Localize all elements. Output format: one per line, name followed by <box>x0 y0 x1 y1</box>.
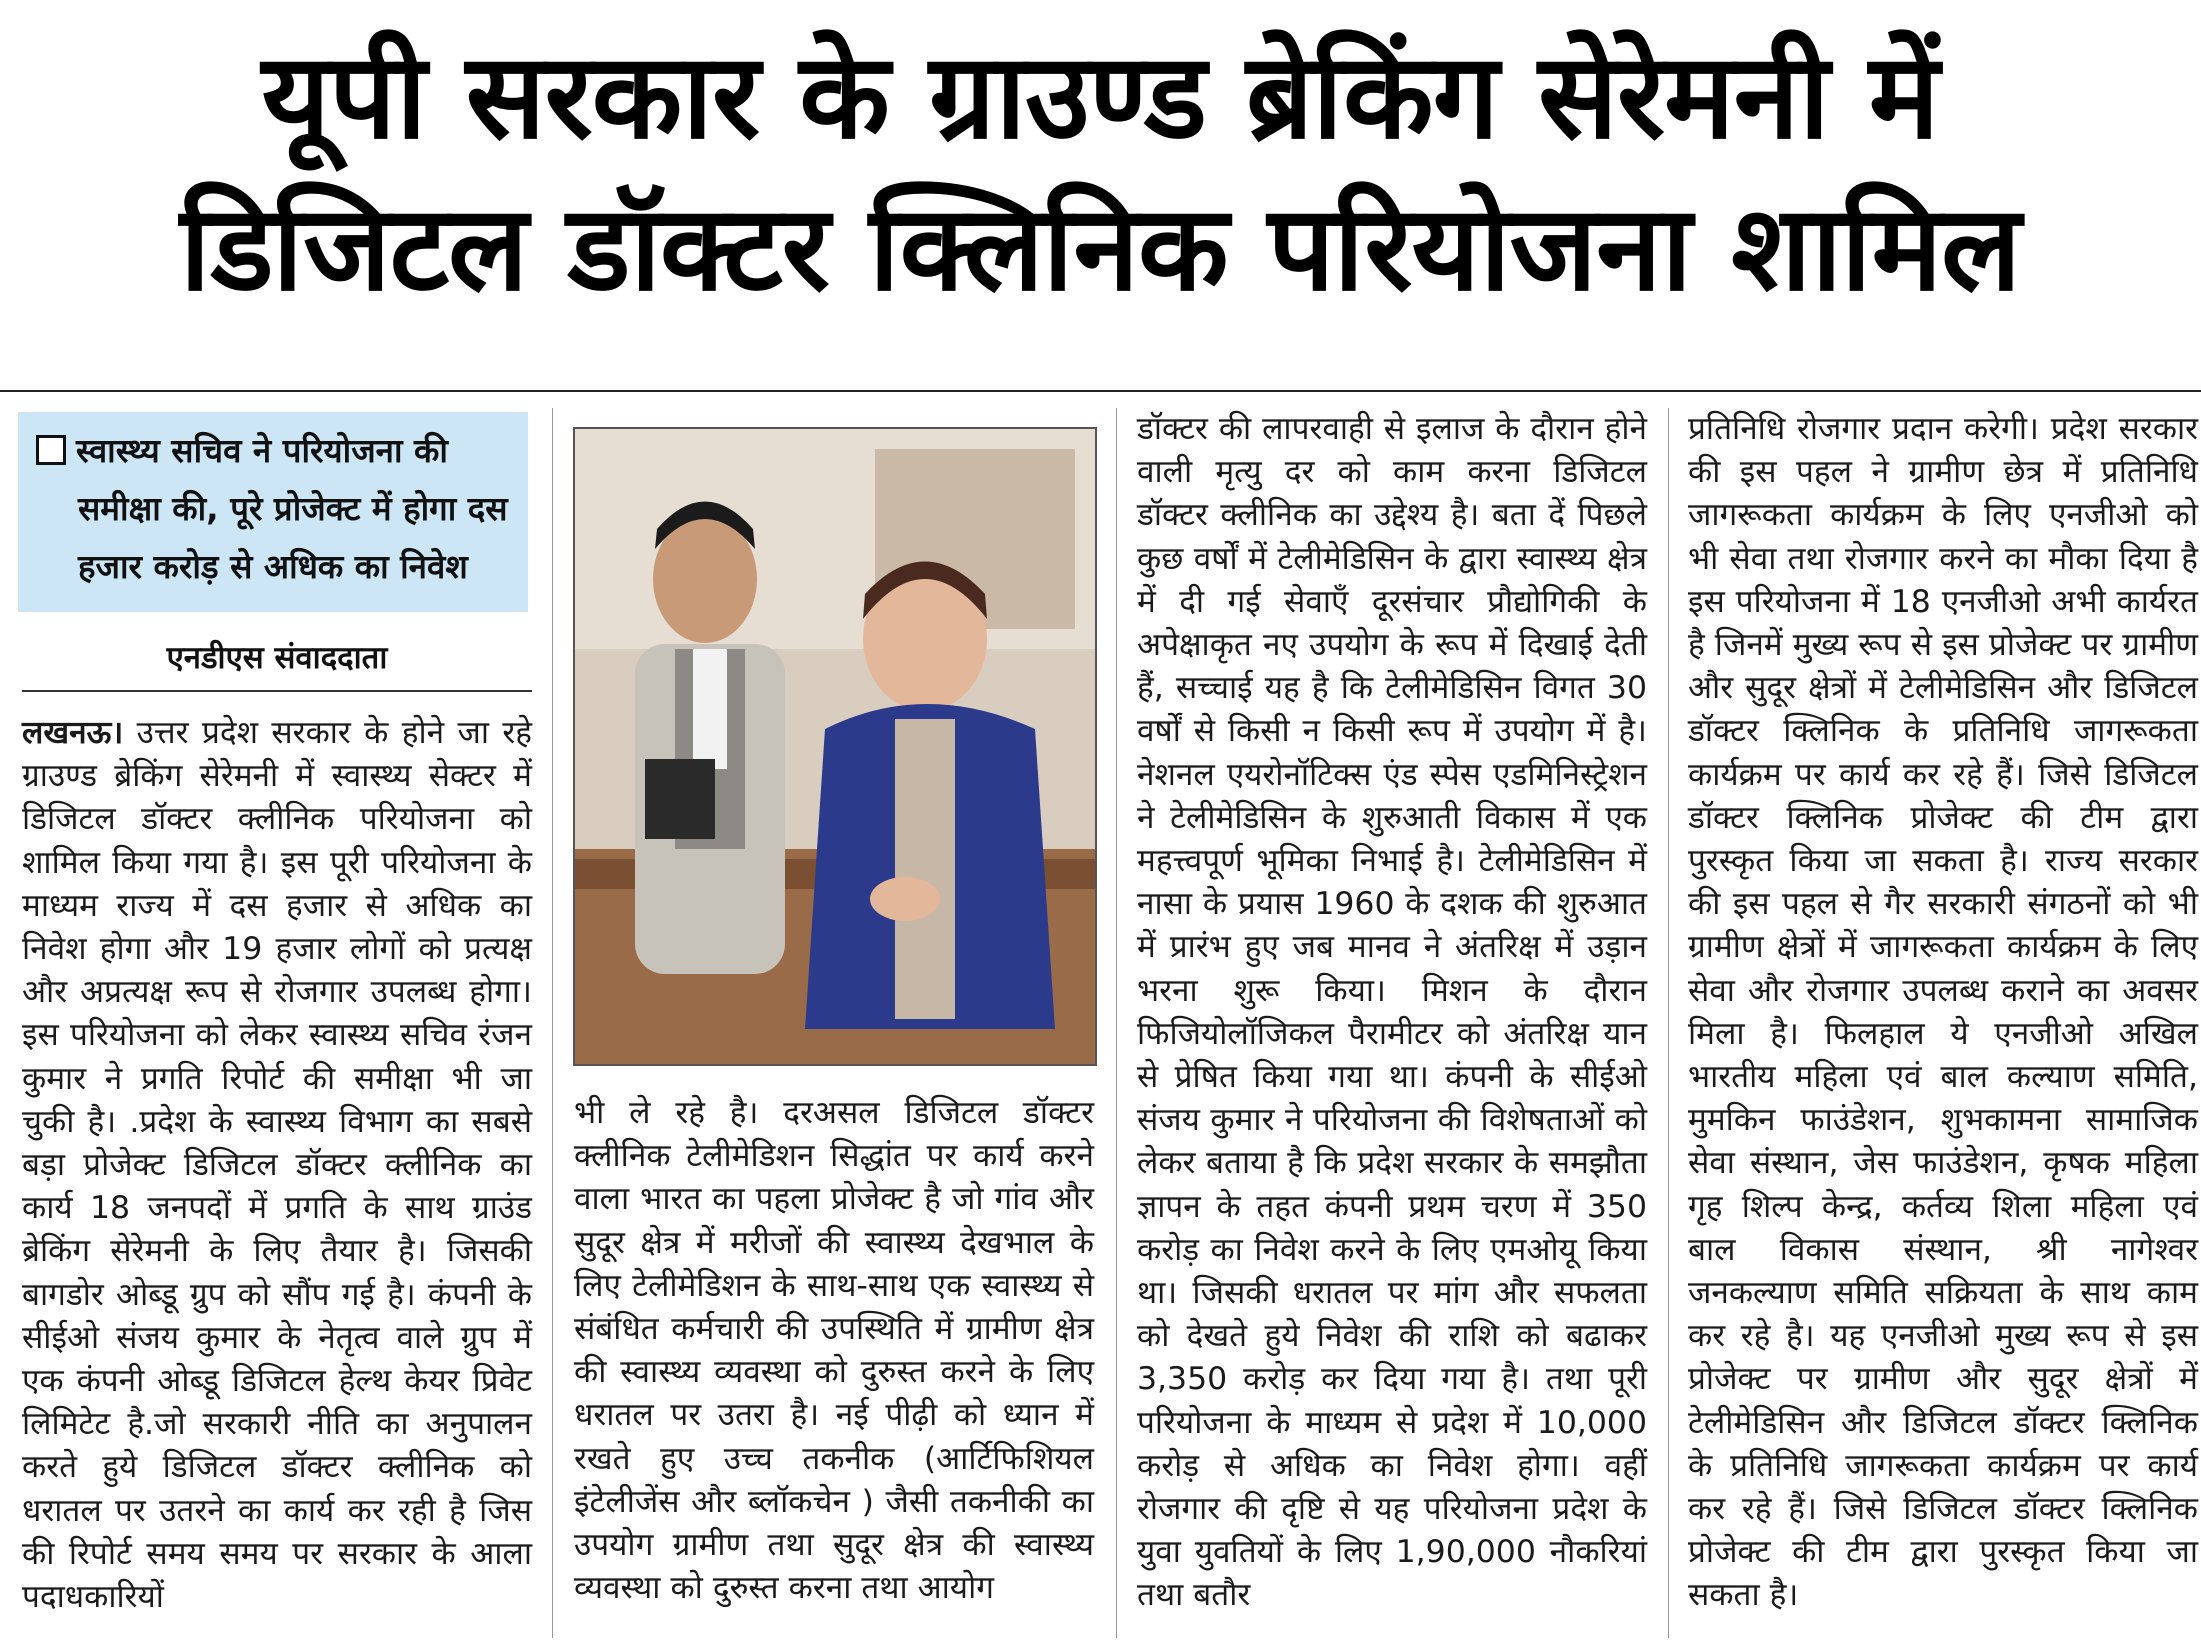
article-column-1-text: उत्तर प्रदेश सरकार के होने जा रहे ग्राउण्ड ब्रेकिंग सेरेमनी में स्वास्थ्य सेक्टर में डिजिटल डॉक्टर क्लीनिक परियोजना को शामिल किया गया है। इस पूरी परियोजना के माध्यम राज्य में दस हजार से अधिक का निवेश होगा और 19 हजार लोगों को प्रत्यक्ष और अप्रत्यक्ष रूप से रोजगार उपलब्ध होगा। इस परियोजना को लेकर स्वास्थ्य सचिव रंजन कुमार ने प्रगति रिपोर्ट की समीक्षा भी जा चुकी है। .प्रदेश के स्वास्थ्य विभाग का सबसे बड़ा प्रोजेक्ट डिजिटल डॉक्टर क्लीनिक का कार्य 18 जनपदों में प्रगति के साथ ग्राउंड ब्रेकिंग सेरेमनी के लिए तैयार है। जिसकी बागडोर ओब्डू ग्रुप को सौंप गई है। कंपनी के सीईओ संजय कुमार के नेतृत्व वाले ग्रुप में एक कंपनी ओब्डू डिजिटल हेल्थ केयर प्रिवेट लिमिटेट है.जो सरकारी नीति का अनुपालन करते हुये डिजिटल डॉक्टर क्लीनिक को धरातल पर उतरने का कार्य कर रही है जिस की रिपोर्ट समय समय पर सरकार के आला पदाधकारियों <box>22 715 532 1616</box>
article-column-3 <box>1137 408 1647 1618</box>
checkbox-bullet-icon <box>36 435 66 465</box>
article-photo <box>573 427 1097 1066</box>
column-separator <box>552 408 553 1638</box>
article-column-3-text: डॉक्टर की लापरवाही से इलाज के दौरान होने वाली मृत्यु दर को काम करना डिजिटल डॉक्टर क्लीनिक का उद्देश्य है। बता दें पिछले कुछ वर्षों में टेलीमेडिसिन के द्वारा स्वास्थ्य क्षेत्र में दी गई सेवाएँ दूरसंचार प्रौद्योगिकी के अपेक्षाकृत नए उपयोग के रूप में दिखाई देती हैं, सच्चाई यह है कि टेलीमेडिसिन विगत 30 वर्षों से किसी न किसी रूप में उपयोग में है। नेशनल एयरोनॉटिक्स एंड स्पेस एडमिनिस्ट्रेशन ने टेलीमेडिसिन के शुरुआती विकास में एक महत्त्वपूर्ण भूमिका निभाई है। टेलीमेडिसिन में नासा के प्रयास 1960 के दशक की शुरुआत में प्रारंभ हुए जब मानव ने अंतरिक्ष में उड़ान भरना शुरू किया। मिशन के दौरान फिजियोलॉजिकल पैरामीटर को अंतरिक्ष यान से प्रेषित किया गया था। कंपनी के सीईओ संजय कुमार ने परियोजना की विशेषताओं को लेकर बताया है कि प्रदेश सरकार के समझौता ज्ञापन के तहत कंपनी प्रथम चरण में 350 करोड़ का निवेश करने के लिए एमओयू किया था। जिसकी धरातल पर मांग और सफलता को देखते हुये निवेश की राशि को बढाकर 3,350 करोड़ कर दिया गया है। तथा पूरी परियोजना के माध्यम से प्रदेश में 10,000 करोड़ से अधिक का निवेश होगा। वहीं रोजगार की दृष्टि से यह परियोजना प्रदेश के युवा युवतियों के लिए 1,90,000 नौकरियां तथा बतौर <box>1137 411 1647 1614</box>
article-column-1 <box>22 712 532 1619</box>
headline <box>10 20 2190 324</box>
column-separator <box>1668 408 1669 1638</box>
article-column-2 <box>574 1092 1094 1610</box>
summary-line-3: हजार करोड़ से अधिक का निवेश <box>78 547 468 586</box>
headline-line-2: डिजिटल डॉक्टर क्लिनिक परियोजना शामिल <box>179 179 2021 317</box>
summary-line-2: समीक्षा की, पूरे प्रोजेक्ट में होगा दस <box>78 489 508 528</box>
headline-line-1: यूपी सरकार के ग्राउण्ड ब्रेकिंग सेरेमनी में <box>261 27 1939 165</box>
article-column-2-text: भी ले रहे है। दरअसल डिजिटल डॉक्टर क्लीनिक टेलीमेडिशन सिद्धांत पर कार्य करने वाला भारत का पहला प्रोजेक्ट है जो गांव और सुदूर क्षेत्र में मरीजों की स्वास्थ्य देखभाल के लिए टेलीमेडिशन के साथ-साथ एक स्वास्थ्य से संबंधित कर्मचारी की उपस्थिति में ग्रामीण क्षेत्र की स्वास्थ्य व्यवस्था को दुरुस्त करने के लिए धरातल पर उतरा है। नई पीढ़ी को ध्यान में रखते हुए उच्च तकनीक (आर्टिफिशियल इंटेलीजेंस और ब्लॉकचेन ) जैसी तकनीकी का उपयोग ग्रामीण तथा सुदूर क्षेत्र की स्वास्थ्य व्यवस्था को दुरुस्त करना तथा आयोग <box>574 1095 1094 1607</box>
summary-box <box>18 412 528 612</box>
two-men-photo-icon <box>575 429 1095 1064</box>
article-column-4 <box>1688 408 2198 1618</box>
summary-line-1: स्वास्थ्य सचिव ने परियोजना की <box>76 431 448 470</box>
byline-rule <box>22 690 532 692</box>
byline: एनडीएस संवाददाता <box>166 640 388 676</box>
dateline: लखनऊ। <box>22 715 124 751</box>
headline-rule <box>0 390 2201 392</box>
column-separator <box>1116 408 1117 1638</box>
article-column-4-text: प्रतिनिधि रोजगार प्रदान करेगी। प्रदेश सरकार की इस पहल ने ग्रामीण छेत्र में प्रतिनिधि जागरूकता कार्यक्रम के लिए एनजीओ को भी सेवा तथा रोजगार करने का मौका दिया है इस परियोजना में 18 एनजीओ अभी कार्यरत है जिनमें मुख्य रूप से इस प्रोजेक्ट पर ग्रामीण और सुदूर क्षेत्रों में टेलीमेडिसिन और डिजिटल डॉक्टर क्लिनिक के प्रतिनिधि जागरूकता कार्यक्रम पर कार्य कर रहे हैं। जिसे डिजिटल डॉक्टर क्लिनिक प्रोजेक्ट की टीम द्वारा पुरस्कृत किया जा सकता है। राज्य सरकार की इस पहल से गैर सरकारी संगठनों को भी ग्रामीण क्षेत्रों में जागरूकता कार्यक्रम के लिए सेवा और रोजगार उपलब्ध कराने का अवसर मिला है। फिलहाल ये एनजीओ अखिल भारतीय महिला एवं बाल कल्याण समिति, मुमकिन फाउंडेशन, शुभकामना सामाजिक सेवा संस्थान, जेस फाउंडेशन, कृषक महिला गृह शिल्प केन्द्र, कर्तव्य शिला महिला एवं बाल विकास संस्थान, श्री नागेश्वर जनकल्याण समिति सक्रियता के साथ काम कर रहे है। यह एनजीओ मुख्य रूप से इस प्रोजेक्ट पर ग्रामीण और सुदूर क्षेत्रों में टेलीमेडिसिन और डिजिटल डॉक्टर क्लिनिक के प्रतिनिधि जागरूकता कार्यक्रम पर कार्य कर रहे हैं। जिसे डिजिटल डॉक्टर क्लिनिक प्रोजेक्ट की टीम द्वारा पुरस्कृत किया जा सकता है। <box>1688 411 2198 1614</box>
